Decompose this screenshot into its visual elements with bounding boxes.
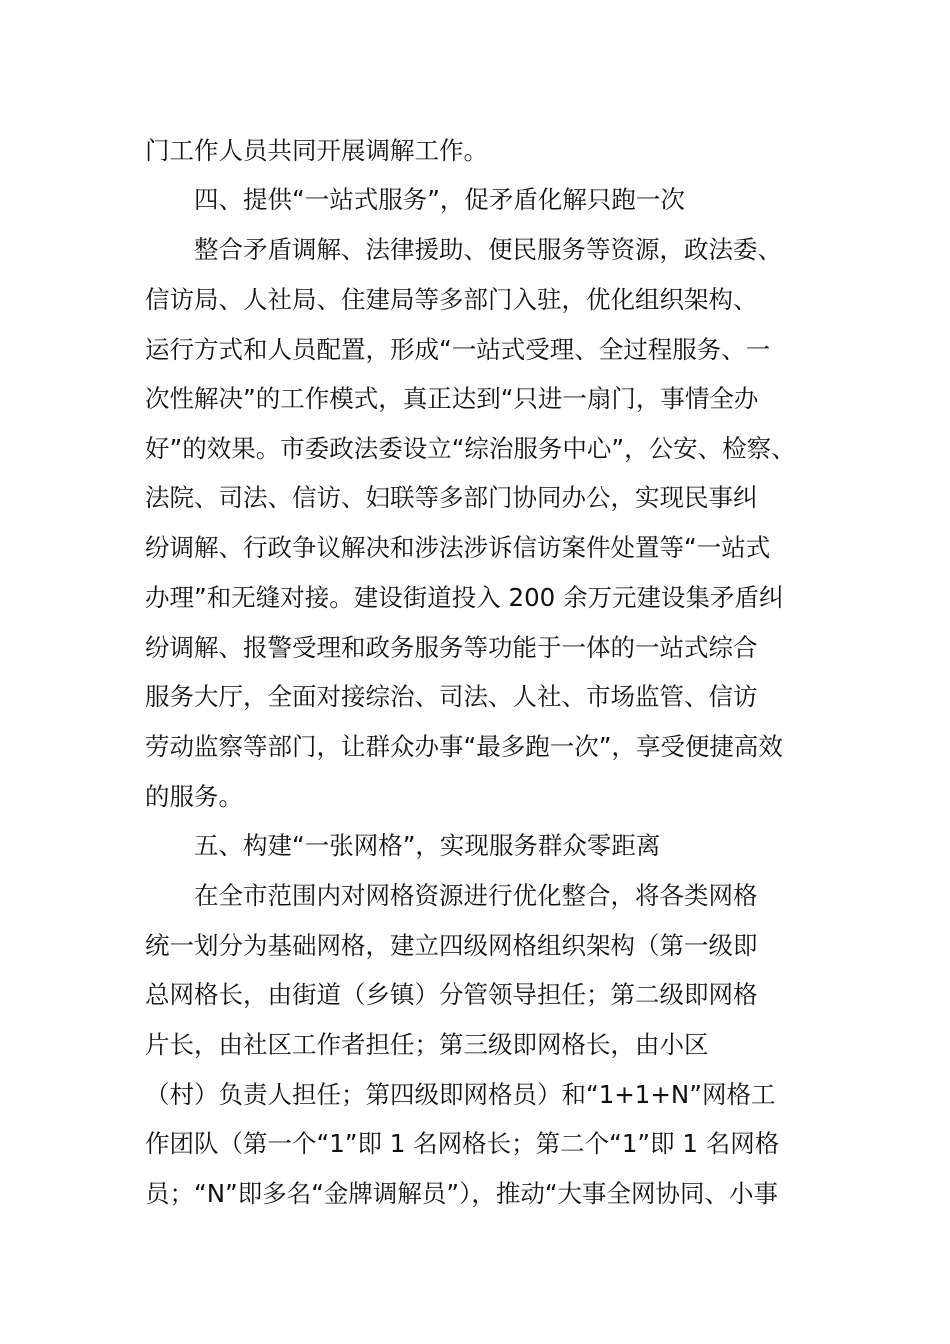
paragraph-line: 的服务。	[145, 782, 243, 811]
paragraph-line: 好”的效果。市委政法委设立“综治服务中心”，公安、检察、	[145, 434, 796, 463]
paragraph-line: 纷调解、报警受理和政务服务等功能于一体的一站式综合	[145, 633, 758, 662]
paragraph-line: 纷调解、行政争议解决和涉法涉诉信访案件处置等“一站式	[145, 533, 771, 562]
paragraph-line: （村）负责人担任；第四级即网格员）和“1+1+N”网格工	[145, 1080, 776, 1109]
section-heading-4: 四、提供“一站式服务”，促矛盾化解只跑一次	[194, 185, 685, 214]
paragraph-line: 办理”和无缝对接。建设街道投入 200 余万元建设集矛盾纠	[145, 583, 784, 612]
paragraph-line: 劳动监察等部门，让群众办事“最多跑一次”，享受便捷高效	[145, 732, 783, 761]
paragraph-line: 门工作人员共同开展调解工作。	[145, 136, 488, 165]
paragraph-line: 总网格长，由街道（乡镇）分管领导担任；第二级即网格	[145, 980, 758, 1009]
paragraph-line: 统一划分为基础网格，建立四级网格组织架构（第一级即	[145, 931, 758, 960]
paragraph-line: 作团队（第一个“1”即 1 名网格长；第二个“1”即 1 名网格	[145, 1129, 780, 1158]
paragraph-line: 信访局、人社局、住建局等多部门入驻，优化组织架构、	[145, 285, 758, 314]
paragraph-line: 片长，由社区工作者担任；第三级即网格长，由小区	[145, 1030, 709, 1059]
section-heading-5: 五、构建“一张网格”，实现服务群众零距离	[194, 831, 661, 860]
paragraph-line: 次性解决”的工作模式，真正达到“只进一扇门，事情全办	[145, 384, 759, 413]
paragraph-line: 员；“N”即多名“金牌调解员”），推动“大事全网协同、小事	[145, 1179, 779, 1208]
paragraph-line: 运行方式和人员配置，形成“一站式受理、全过程服务、一	[145, 335, 771, 364]
paragraph-line: 在全市范围内对网格资源进行优化整合，将各类网格	[194, 881, 758, 910]
paragraph-line: 法院、司法、信访、妇联等多部门协同办公，实现民事纠	[145, 483, 758, 512]
paragraph-line: 整合矛盾调解、法律援助、便民服务等资源，政法委、	[194, 235, 782, 264]
paragraph-line: 服务大厅，全面对接综治、司法、人社、市场监管、信访	[145, 682, 758, 711]
